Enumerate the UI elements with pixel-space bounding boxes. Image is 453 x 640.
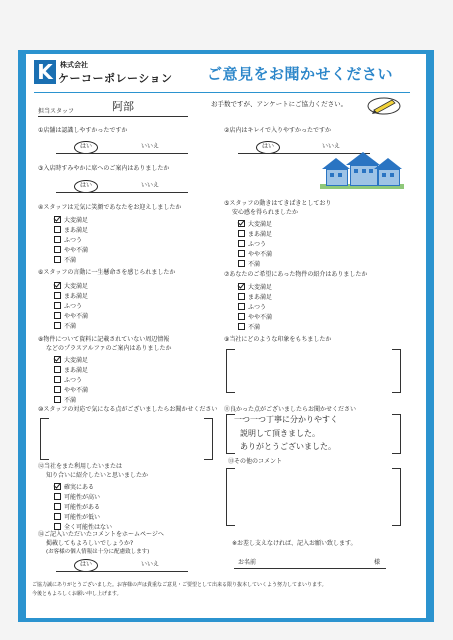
q6-option-2[interactable]: まあ満足 — [54, 292, 88, 300]
q13-answer-bracket-right — [392, 468, 401, 526]
staff-underline — [38, 116, 188, 117]
q8-option-2[interactable]: まあ満足 — [54, 366, 88, 374]
staff-name-handwritten: 阿部 — [112, 100, 134, 113]
q5-option-4[interactable]: やや不満 — [238, 250, 272, 258]
q3-underline — [56, 192, 188, 193]
q11-answer-line-3: ありがとうございました。 — [240, 442, 336, 451]
q14-yes[interactable]: はい — [80, 561, 93, 568]
q9-answer-area[interactable] — [234, 349, 392, 391]
q4-option-1[interactable]: 大変満足 — [54, 216, 88, 224]
company-logo-icon: K — [34, 60, 56, 84]
name-label: お名前 — [238, 559, 257, 566]
question-9: ⑨当社にどのような印象をもちましたか — [224, 336, 332, 343]
q4-option-4[interactable]: やや不満 — [54, 246, 88, 254]
checkbox-icon — [54, 292, 61, 299]
checkbox-icon — [238, 313, 245, 320]
header-divider — [34, 92, 410, 93]
name-underline — [234, 568, 386, 569]
q8-option-3[interactable]: ふつう — [54, 376, 82, 384]
q1-no[interactable]: いいえ — [141, 143, 160, 150]
q10-answer-area[interactable] — [48, 418, 204, 458]
checkbox-icon — [54, 256, 61, 263]
q12-option-4[interactable]: 可能性が低い — [54, 513, 100, 521]
question-12-line1: ⑫当社をまた利用したいまたは — [38, 463, 123, 470]
checkbox-checked-icon — [238, 283, 245, 290]
q7-option-5[interactable]: 不満 — [238, 323, 260, 331]
question-10: ⑩スタッフの対応で気になる点がございましたらお聞かせください — [38, 406, 218, 413]
q11-answer-line-2: 説明して頂きました。 — [240, 429, 320, 438]
q8-option-5[interactable]: 不満 — [54, 396, 76, 404]
q1-underline — [56, 153, 188, 154]
checkbox-icon — [54, 493, 61, 500]
q6-option-3[interactable]: ふつう — [54, 302, 82, 310]
question-12-line2: 知り合いに紹介したいと思いましたか — [46, 472, 149, 479]
q9-answer-bracket-right — [392, 349, 401, 393]
checkbox-icon — [54, 236, 61, 243]
checkbox-icon — [54, 376, 61, 383]
question-4: ④スタッフは元気に笑顔であなたをお迎えしましたか — [38, 204, 182, 211]
company-prefix: 株式会社 — [60, 61, 88, 69]
q11-answer-bracket-right — [392, 414, 401, 454]
footer-line-2: 今後ともよろしくお願い申し上げます。 — [32, 591, 122, 597]
question-14-line1: ⑭ご記入いただいたコメントをホームページへ — [38, 531, 164, 538]
checkbox-icon — [238, 303, 245, 310]
checkbox-checked-icon — [238, 220, 245, 227]
checkbox-icon — [54, 302, 61, 309]
q5-option-3[interactable]: ふつう — [238, 240, 266, 248]
question-14-note: (お客様の個人情報は十分に配慮致します) — [46, 549, 150, 555]
footer-line-1: ご協力誠にありがとうございました。お客様の声は貴重なご意見・ご要望として出来る限り抜本していくよう努力してまいります。 — [32, 582, 327, 588]
checkbox-icon — [54, 226, 61, 233]
question-8-line1: ⑧物件について資料に記載されていない周辺情報 — [38, 336, 170, 343]
q4-option-2[interactable]: まあ満足 — [54, 226, 88, 234]
question-3: ③入店時すみやかに席へのご案内はありましたか — [38, 165, 170, 172]
name-suffix: 様 — [374, 559, 381, 566]
checkbox-icon — [54, 386, 61, 393]
checkbox-icon — [54, 513, 61, 520]
q6-option-4[interactable]: やや不満 — [54, 312, 88, 320]
checkbox-icon — [54, 523, 61, 530]
q6-option-1[interactable]: 大変満足 — [54, 282, 88, 290]
q12-option-3[interactable]: 可能性がある — [54, 503, 100, 511]
name-note: ※お差し支えなければ、記入お願い致します。 — [232, 540, 357, 547]
question-2: ②店内はキレイで入りやすかったですか — [224, 127, 332, 134]
checkbox-checked-icon — [54, 216, 61, 223]
staff-label: 担当スタッフ — [38, 108, 75, 115]
checkbox-icon — [54, 503, 61, 510]
q11-answer-line-1: 一つ一つ丁寧に分かりやすく — [234, 415, 338, 424]
page-title: ご意見をお聞かせください — [207, 65, 394, 83]
company-name: ケーコーポレーション — [58, 72, 173, 85]
q14-no[interactable]: いいえ — [141, 561, 160, 568]
question-13: ⑬その他のコメント — [228, 458, 283, 465]
checkbox-icon — [238, 240, 245, 247]
q8-option-4[interactable]: やや不満 — [54, 386, 88, 394]
question-7: ⑦あなたのご希望にあった物件の紹介はありましたか — [224, 271, 368, 278]
checkbox-icon — [54, 396, 61, 403]
question-5-line1: ⑤スタッフの動きはてきぱきとしており — [224, 200, 332, 207]
q1-yes[interactable]: はい — [80, 143, 93, 150]
question-14-line2: 掲載してもよろしいでしょうか? — [46, 540, 134, 547]
checkbox-icon — [54, 366, 61, 373]
checkbox-icon — [238, 250, 245, 257]
checkbox-icon — [238, 293, 245, 300]
checkbox-icon — [54, 246, 61, 253]
q2-yes[interactable]: はい — [262, 143, 275, 150]
checkbox-icon — [238, 230, 245, 237]
name-input[interactable] — [262, 556, 370, 568]
checkbox-checked-icon — [54, 483, 61, 490]
q5-option-5[interactable]: 不満 — [238, 260, 260, 268]
checkbox-icon — [54, 312, 61, 319]
q7-option-1[interactable]: 大変満足 — [238, 283, 272, 291]
q13-answer-area[interactable] — [234, 468, 392, 524]
q7-option-4[interactable]: やや不満 — [238, 313, 272, 321]
question-11: ⑪良かった点がございましたらお聞かせください — [224, 406, 357, 413]
q4-option-3[interactable]: ふつう — [54, 236, 82, 244]
q10-answer-bracket-right — [204, 418, 213, 460]
question-1: ①店舗は認識しやすかったですか — [38, 127, 128, 134]
checkbox-checked-icon — [54, 282, 61, 289]
checkbox-checked-icon — [54, 356, 61, 363]
request-text: お手数ですが、アンケートにご協力ください。 — [211, 100, 348, 108]
checkbox-icon — [54, 322, 61, 329]
q6-option-5[interactable]: 不満 — [54, 322, 76, 330]
q8-option-1[interactable]: 大変満足 — [54, 356, 88, 364]
pencil-icon — [366, 95, 402, 117]
question-6: ⑥スタッフの言動に一生懸命さを感じられましたか — [38, 269, 176, 276]
q2-no[interactable]: いいえ — [322, 143, 341, 150]
question-8-line2: などのプラスアルファのご案内はありましたか — [46, 345, 172, 352]
q12-option-5[interactable]: 全く可能性はない — [54, 523, 112, 531]
q12-option-2[interactable]: 可能性が高い — [54, 493, 100, 501]
q3-no[interactable]: いいえ — [141, 182, 160, 189]
checkbox-icon — [238, 260, 245, 267]
checkbox-icon — [238, 323, 245, 330]
q3-yes[interactable]: はい — [80, 182, 93, 189]
q12-option-1[interactable]: 確実にある — [54, 483, 94, 491]
q14-underline — [56, 571, 188, 572]
q7-option-3[interactable]: ふつう — [238, 303, 266, 311]
q5-option-1[interactable]: 大変満足 — [238, 220, 272, 228]
q5-option-2[interactable]: まあ満足 — [238, 230, 272, 238]
question-5-line2: 安心感を得られましたか — [232, 209, 299, 216]
q4-option-5[interactable]: 不満 — [54, 256, 76, 264]
q7-option-2[interactable]: まあ満足 — [238, 293, 272, 301]
